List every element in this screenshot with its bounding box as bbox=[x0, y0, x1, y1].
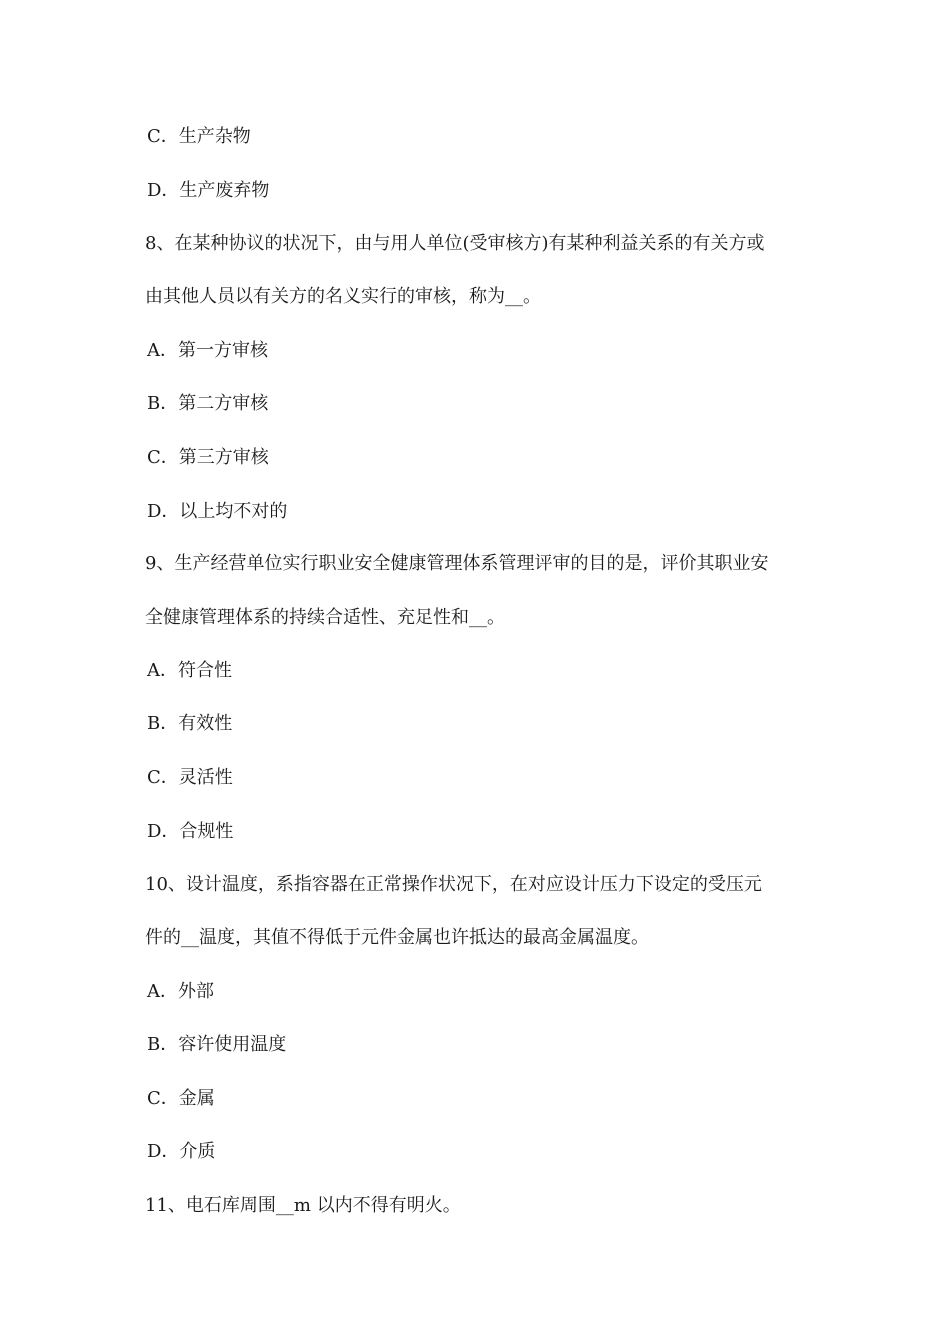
option-line: D．合规性 bbox=[147, 821, 234, 842]
question-line: 件的__温度，其值不得低于元件金属也许抵达的最高金属温度。 bbox=[145, 927, 649, 948]
question-line: 11、电石库周围__m 以内不得有明火。 bbox=[145, 1195, 461, 1216]
option-line: D．以上均不对的 bbox=[147, 501, 288, 522]
option-line: B．第二方审核 bbox=[147, 393, 269, 414]
question-line: 8、在某种协议的状况下，由与用人单位(受审核方)有某种利益关系的有关方或 bbox=[145, 233, 765, 254]
question-line: 全健康管理体系的持续合适性、充足性和__。 bbox=[145, 607, 505, 628]
option-line: C．第三方审核 bbox=[147, 447, 269, 468]
option-line: C．灵活性 bbox=[147, 767, 233, 788]
option-line: B．容许使用温度 bbox=[147, 1034, 287, 1055]
question-line: 9、生产经营单位实行职业安全健康管理体系管理评审的目的是，评价其职业安 bbox=[145, 553, 769, 574]
option-line: A．外部 bbox=[147, 981, 214, 1002]
option-line: A．符合性 bbox=[147, 660, 232, 681]
option-line: A．第一方审核 bbox=[147, 340, 268, 361]
option-line: D．生产废弃物 bbox=[147, 180, 270, 201]
option-line: C．金属 bbox=[147, 1088, 215, 1109]
question-line: 10、设计温度，系指容器在正常操作状况下，在对应设计压力下设定的受压元 bbox=[145, 874, 762, 895]
option-line: C．生产杂物 bbox=[147, 126, 251, 147]
option-line: B．有效性 bbox=[147, 713, 233, 734]
option-line: D．介质 bbox=[147, 1141, 216, 1162]
question-line: 由其他人员以有关方的名义实行的审核，称为__。 bbox=[145, 286, 541, 307]
